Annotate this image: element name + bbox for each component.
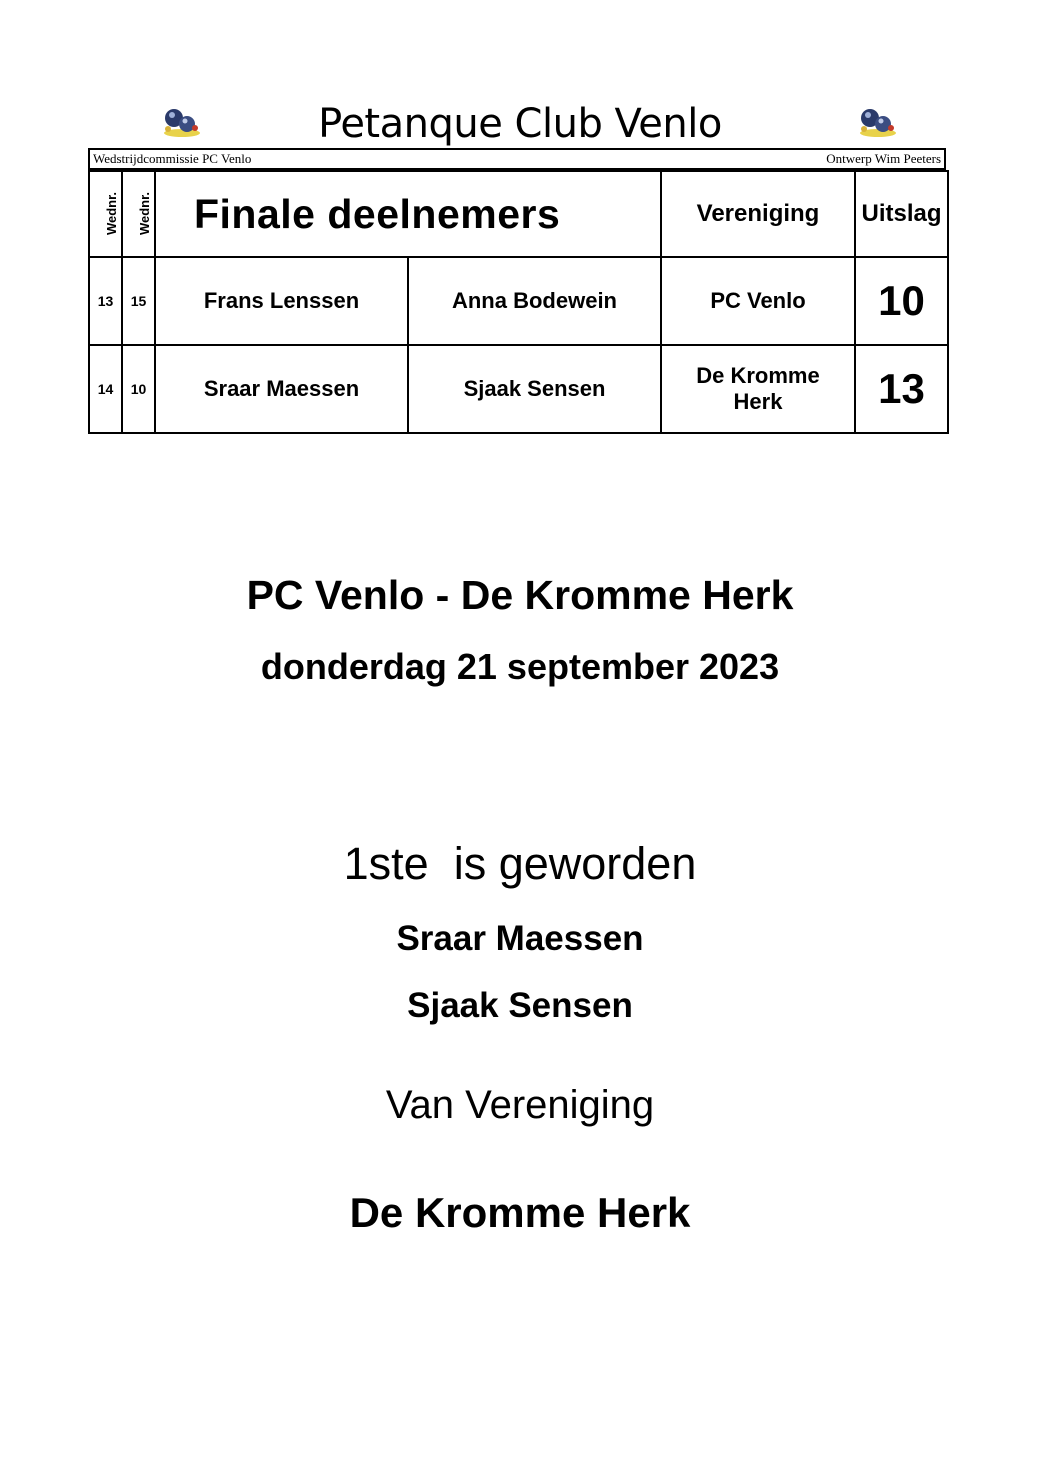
table-header-row: [89, 171, 948, 257]
header-finale-deelnemers: Finale deelnemers: [155, 171, 661, 257]
club-cell: PC Venlo: [661, 257, 855, 345]
player-cell: Sraar Maessen: [155, 345, 408, 433]
match-date: donderdag 21 september 2023: [260, 646, 780, 687]
wednr-cell: 10: [122, 345, 155, 433]
player-cell: Anna Bodewein: [408, 257, 661, 345]
table-row: [89, 257, 948, 345]
header-vereniging: Vereniging: [661, 171, 855, 257]
page-title: Petanque Club Venlo: [318, 101, 722, 147]
winner-club: De Kromme Herk: [349, 1189, 691, 1236]
results-table: [88, 170, 949, 434]
club-cell: De Kromme Herk: [661, 345, 855, 433]
designer-note: Ontwerp Wim Peeters: [826, 151, 941, 166]
subheader-bar: [88, 148, 946, 170]
score-cell: 10: [855, 257, 948, 345]
committee-note: Wedstrijdcommissie PC Venlo: [93, 151, 252, 166]
player-cell: Sjaak Sensen: [408, 345, 661, 433]
wednr-cell: 13: [89, 257, 122, 345]
winner-player-1: Sraar Maessen: [396, 919, 644, 958]
score-cell: 13: [855, 345, 948, 433]
header-wednr-1: Wednr.: [89, 171, 122, 257]
header-uitslag: Uitslag: [855, 171, 948, 257]
wednr-cell: 15: [122, 257, 155, 345]
table-row: [89, 345, 948, 433]
match-teams: PC Venlo - De Kromme Herk: [246, 572, 794, 618]
player-cell: Frans Lenssen: [155, 257, 408, 345]
header-wednr-2: Wednr.: [122, 171, 155, 257]
wednr-cell: 14: [89, 345, 122, 433]
winner-from-label: Van Vereniging: [385, 1083, 655, 1127]
winner-heading: 1ste is geworden: [343, 838, 697, 889]
winner-player-2: Sjaak Sensen: [407, 986, 633, 1025]
